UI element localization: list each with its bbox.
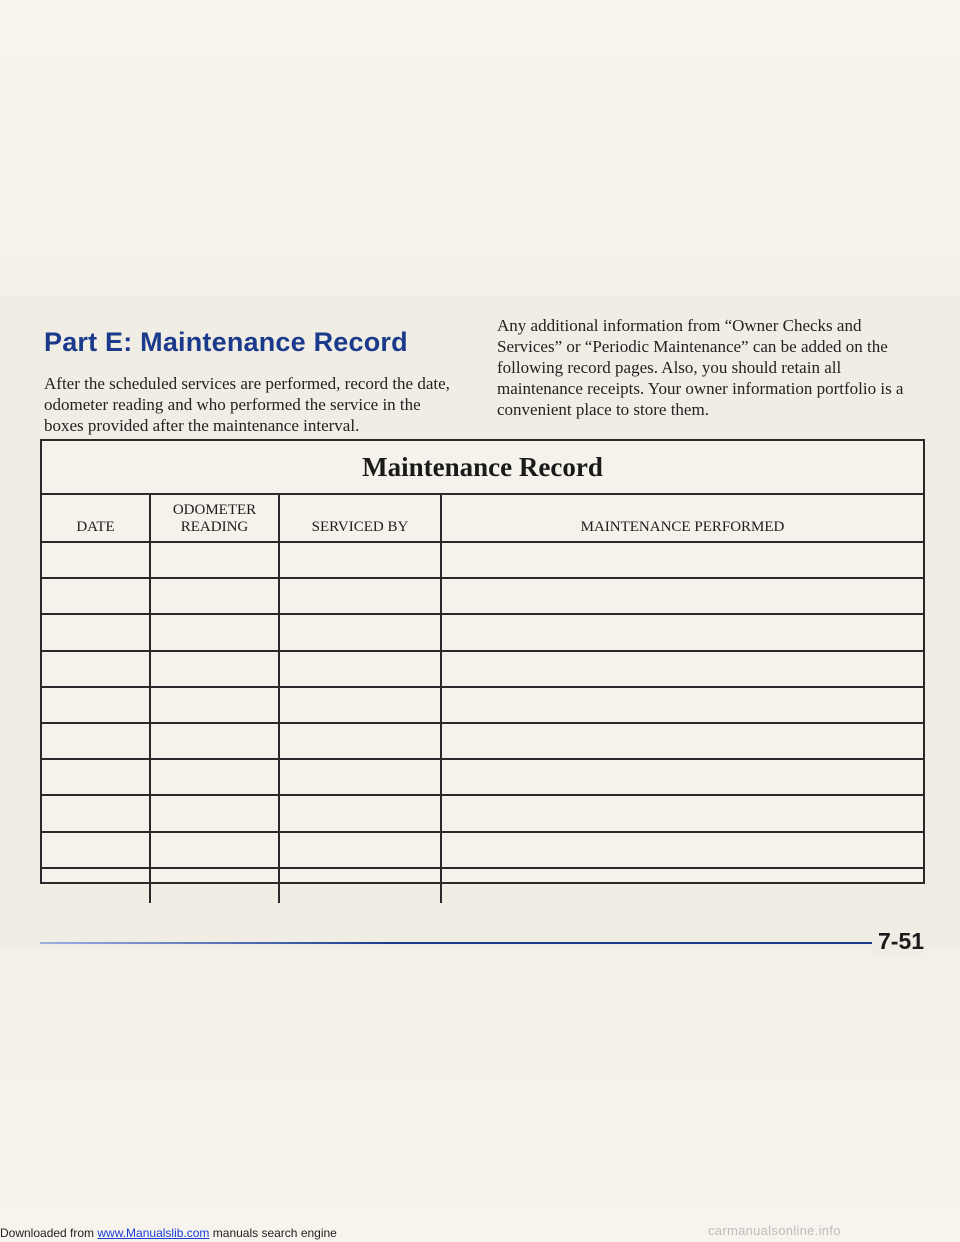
cell-maintenance — [442, 688, 923, 722]
column-header-odometer: ODOMETER READING — [151, 495, 280, 541]
cell-serviced-by — [280, 760, 442, 794]
cell-maintenance — [442, 760, 923, 794]
cell-date — [42, 652, 151, 686]
cell-date — [42, 688, 151, 722]
table-row — [42, 579, 923, 615]
table-row — [42, 833, 923, 869]
cell-date — [42, 543, 151, 577]
cell-odometer — [151, 579, 280, 613]
cell-odometer — [151, 543, 280, 577]
table-heading: Maintenance Record — [42, 441, 923, 495]
cell-serviced-by — [280, 543, 442, 577]
cell-maintenance — [442, 833, 923, 867]
download-footer — [0, 1226, 337, 1240]
cell-odometer — [151, 833, 280, 867]
cell-serviced-by — [280, 724, 442, 758]
cell-date — [42, 760, 151, 794]
cell-maintenance — [442, 652, 923, 686]
footer-rule — [40, 942, 922, 944]
footer-suffix: manuals search engine — [209, 1226, 337, 1240]
table-row — [42, 760, 923, 796]
intro-paragraph-left: After the scheduled services are performed, record the date, odometer reading and who performed the service in the boxes provided after the maintenance interval. — [44, 374, 450, 435]
column-header-maintenance: MAINTENANCE PERFORMED — [580, 519, 785, 535]
table-row — [42, 615, 923, 651]
column-header-date: DATE — [42, 495, 151, 541]
cell-date — [42, 869, 151, 903]
intro-paragraph-right: Any additional information from “Owner Checks and Services” or “Periodic Maintenance” can be added on the following record pages. Also, you should retain all maintenance receipts. Your owner information portfolio is a convenient place to store them. — [497, 316, 904, 419]
cell-maintenance — [442, 615, 923, 649]
cell-odometer — [151, 760, 280, 794]
cell-date — [42, 615, 151, 649]
cell-serviced-by — [280, 869, 442, 903]
section-title: Part E: Maintenance Record — [44, 327, 408, 357]
cell-maintenance — [442, 543, 923, 577]
table-body — [42, 543, 923, 903]
cell-maintenance — [442, 869, 923, 903]
table-row — [42, 724, 923, 760]
cell-odometer — [151, 652, 280, 686]
cell-odometer — [151, 724, 280, 758]
column-header-serviced-by: SERVICED BY — [280, 495, 442, 541]
cell-serviced-by — [280, 796, 442, 830]
cell-serviced-by — [280, 688, 442, 722]
table-row — [42, 543, 923, 579]
cell-serviced-by — [280, 579, 442, 613]
cell-odometer — [151, 615, 280, 649]
cell-serviced-by — [280, 652, 442, 686]
table-row — [42, 796, 923, 832]
cell-maintenance — [442, 579, 923, 613]
manualslib-link[interactable]: www.Manualslib.com — [97, 1226, 210, 1240]
cell-odometer — [151, 688, 280, 722]
footer-prefix: Downloaded from — [0, 1226, 98, 1240]
cell-date — [42, 724, 151, 758]
maintenance-record-table — [40, 439, 925, 884]
watermark-text: carmanualsonline.info — [708, 1223, 841, 1238]
table-row — [42, 688, 923, 724]
table-row — [42, 652, 923, 688]
page-number: 7-51 — [872, 928, 924, 955]
cell-date — [42, 833, 151, 867]
cell-serviced-by — [280, 615, 442, 649]
table-row — [42, 869, 923, 903]
cell-date — [42, 796, 151, 830]
cell-maintenance — [442, 796, 923, 830]
cell-maintenance — [442, 724, 923, 758]
cell-date — [42, 579, 151, 613]
cell-odometer — [151, 796, 280, 830]
table-header-row — [42, 495, 923, 543]
cell-serviced-by — [280, 833, 442, 867]
cell-odometer — [151, 869, 280, 903]
